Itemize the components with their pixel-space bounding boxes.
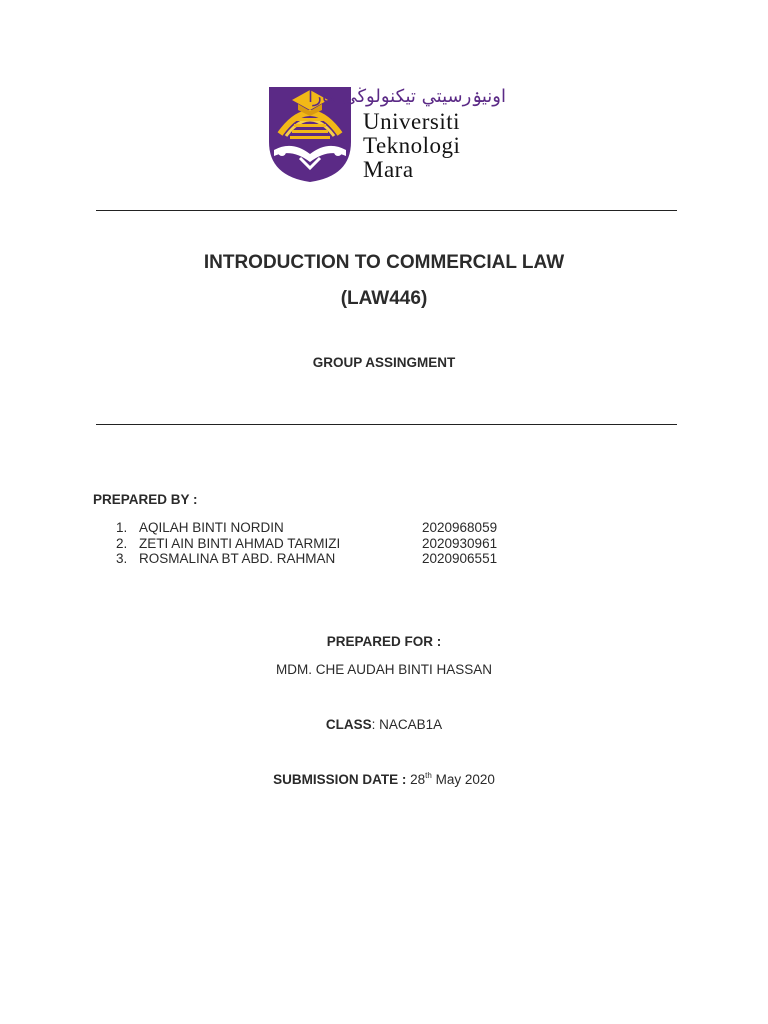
class-value: : NACAB1A <box>371 717 443 732</box>
member-name: ZETI AIN BINTI AHMAD TARMIZI <box>139 535 341 551</box>
member-number: 1. <box>116 520 128 535</box>
lecturer-name: MDM. CHE AUDAH BINTI HASSAN <box>275 662 493 677</box>
member-number: 3. <box>116 551 128 566</box>
logo-university-name <box>363 110 460 182</box>
course-code: (LAW446) <box>340 288 428 309</box>
list-item <box>116 551 536 567</box>
class-section <box>0 717 768 732</box>
member-number: 2. <box>116 535 128 551</box>
logo-name-line2: Teknologi <box>363 133 461 158</box>
submission-day-suffix: th <box>425 771 432 780</box>
member-name: AQILAH BINTI NORDIN <box>139 520 284 535</box>
submission-label: SUBMISSION DATE : <box>273 772 407 787</box>
assignment-type: GROUP ASSINGMENT <box>312 355 456 370</box>
member-id: 2020906551 <box>422 551 498 566</box>
class-label: CLASS <box>325 717 372 732</box>
submission-month-year: May 2020 <box>435 772 495 787</box>
list-item <box>116 536 536 552</box>
bottom-divider <box>96 424 677 425</box>
university-logo <box>268 84 518 184</box>
prepared-for-label: PREPARED FOR : <box>326 634 442 649</box>
top-divider <box>96 210 677 211</box>
member-id: 2020930961 <box>422 535 498 551</box>
logo-name-line3: Mara <box>363 157 414 182</box>
prepared-for-section <box>0 634 768 649</box>
submission-section <box>0 772 768 787</box>
list-item <box>116 520 536 536</box>
submission-day: 28 <box>410 772 426 787</box>
member-id: 2020968059 <box>422 520 498 535</box>
member-name: ROSMALINA BT ABD. RAHMAN <box>139 551 336 566</box>
course-title: INTRODUCTION TO COMMERCIAL LAW <box>203 252 565 273</box>
logo-name-line1: Universiti <box>363 109 460 134</box>
prepared-by-label: PREPARED BY : <box>93 492 198 507</box>
member-list <box>116 520 536 567</box>
logo-arabic-text: اونيۏرسيتي تيكنولوڬي مارا <box>307 86 506 107</box>
